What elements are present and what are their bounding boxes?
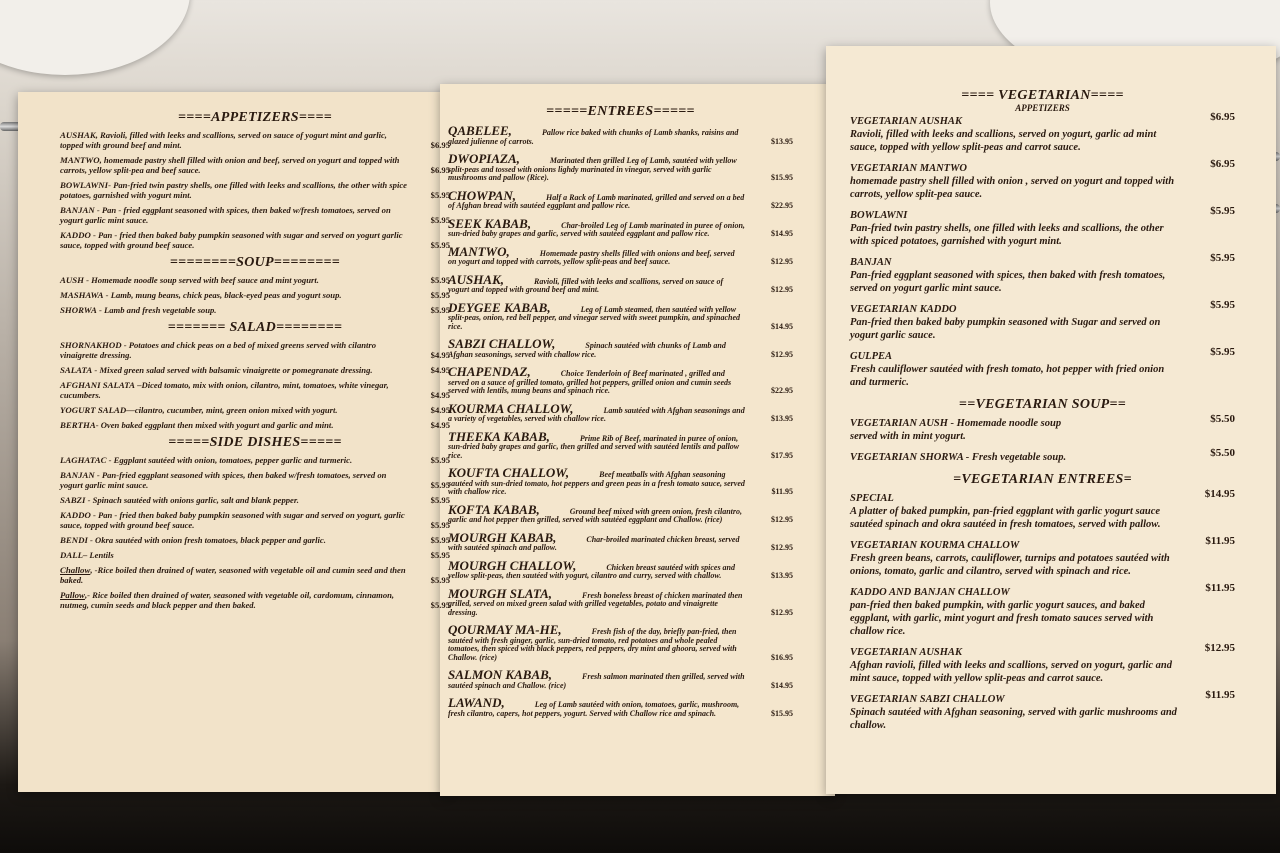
- section-title: ====APPETIZERS====: [177, 110, 332, 125]
- item-name: VEGETARIAN SABZI CHALLOW: [850, 694, 1005, 705]
- item-price: $5.95: [430, 535, 450, 545]
- item-name: SHORWA: [60, 305, 97, 315]
- item-description: —cilantro, cucumber, mint, green onion mixed with yogurt.: [126, 405, 338, 415]
- menu-item: [448, 559, 793, 581]
- item-description: –Diced tomato, mix with onion, cilantro, mint, tomatoes, white vinegar, cucumbers.: [60, 380, 389, 400]
- item-name: VEGETARIAN KADDO: [850, 304, 957, 315]
- item-name: AUSHAK,: [448, 271, 504, 287]
- section-subtitle: APPETIZERS: [1015, 103, 1070, 113]
- section-title: =VEGETARIAN ENTREES=: [953, 472, 1132, 487]
- item-description: served with in mint yogurt.: [850, 431, 966, 442]
- menu-item: [60, 155, 450, 175]
- item-name: DEYGEE KABAB,: [448, 299, 551, 315]
- item-price: $5.95: [430, 275, 450, 285]
- item-price: $11.95: [1205, 689, 1235, 701]
- item-description: Homemade pastry shells filled with onions and beef, served on yogurt and topped with carrots, yellow split-peas and beef sauce.: [448, 248, 735, 266]
- item-name: CHOWPAN,: [448, 187, 517, 203]
- item-description: Beef meatballs with Afghan seasoning sautéed with sun-dried tomato, hot peppers and green peas in a fresh tomato sauce, served with challow rice.: [448, 470, 745, 496]
- item-price: $5.95: [1210, 299, 1235, 311]
- item-name: VEGETARIAN AUSHAK: [850, 116, 962, 127]
- item-description: , -Rice boiled then drained of water, seasoned with vegetable oil and cumin seed and then baked.: [60, 565, 406, 585]
- item-name: THEEKA KABAB,: [448, 428, 550, 444]
- item-price: $5.95: [1210, 346, 1235, 358]
- menu-item: [850, 111, 1235, 154]
- item-description: Half a Rack of Lamb marinated, grilled and served on a bed of Afghan bread with sautéed eggplant and pallow rice.: [448, 192, 745, 210]
- item-description: Leg of Lamb sautéed with onion, tomatoes, garlic, mushroom, fresh cilantro, capers, hot peppers, yogurt. Served with Challow rice and spinach.: [448, 700, 740, 718]
- menu-item: [60, 495, 450, 505]
- item-description: Fresh fish of the day, briefly pan-fried, then sautéed with fresh ginger, garlic, sun-dried tomato, red potatoes and whole pealed tomatoes, then spiced with black peppers, red peppers, dry mint and ghoora, served with Challow. (rice): [448, 627, 737, 662]
- item-price: $5.95: [430, 495, 450, 505]
- item-price: $14.95: [771, 321, 793, 331]
- item-description: - Oven baked eggplant then mixed with yogurt and garlic and mint.: [95, 420, 334, 430]
- item-name: KADDO AND BANJAN CHALLOW: [850, 587, 1010, 598]
- menu-item: [850, 299, 1235, 342]
- item-price: $14.95: [771, 229, 793, 238]
- item-description: - Eggplant sautéed with onion, tomatoes, pepper garlic and turmeric.: [106, 455, 353, 465]
- item-name: CHAPENDAZ,: [448, 364, 531, 379]
- item-name: SHORNAKHOD: [60, 340, 122, 350]
- item-name: KADDO: [60, 510, 91, 520]
- item-price: $11.95: [771, 487, 793, 496]
- item-price: $5.95: [430, 600, 450, 610]
- item-name: VEGETARIAN MANTWO: [850, 163, 967, 174]
- item-description: - Lamb, mung beans, chick peas, black-eyed peas and yogurt soup.: [103, 290, 342, 300]
- item-name: BERTHA: [60, 420, 96, 430]
- item-name: AFGHANI SALATA: [60, 380, 136, 390]
- menu-item: [448, 587, 793, 618]
- menu-item: [60, 275, 450, 285]
- menu-item: [60, 205, 450, 225]
- menu-item: [60, 590, 450, 610]
- menu-item: [60, 455, 450, 465]
- item-name: AUSH: [60, 275, 84, 285]
- item-price: $5.95: [430, 575, 450, 585]
- item-name: SPECIAL: [850, 493, 894, 504]
- item-name: BANJAN: [850, 257, 892, 268]
- menu-item: [448, 365, 793, 396]
- item-name: MOURGH CHALLOW,: [448, 557, 577, 573]
- item-description: - Pan-fried eggplant seasoned with spices, then baked w/fresh tomatoes, served on yogurt garlic mint sauce.: [60, 470, 387, 490]
- item-price: $17.95: [771, 450, 793, 460]
- item-name: LAWAND,: [448, 695, 505, 710]
- item-name: KOUFTA CHALLOW,: [448, 465, 570, 480]
- item-name: AUSHAK: [60, 130, 96, 140]
- item-name: SEEK KABAB,: [448, 215, 532, 231]
- menu-item: [448, 301, 793, 332]
- menu-item: [448, 217, 793, 239]
- item-name: VEGETARIAN AUSH - Homemade noodle soup: [850, 418, 1062, 429]
- menu-item: [850, 582, 1235, 638]
- item-name: SABZI: [60, 495, 86, 505]
- menu-section: [60, 110, 450, 250]
- item-name: DWOPIAZA,: [448, 151, 520, 166]
- menu-item: [60, 365, 450, 375]
- menu-item: [60, 305, 450, 315]
- item-price: $6.95: [1210, 158, 1235, 170]
- section-title: =====SIDE DISHES=====: [168, 435, 342, 450]
- menu-column-left: [60, 106, 450, 615]
- menu-item: [60, 180, 450, 200]
- item-name: SALMON KABAB,: [448, 667, 553, 682]
- item-price: $15.95: [771, 708, 793, 718]
- item-price: $4.95: [430, 405, 450, 415]
- item-price: $5.95: [430, 190, 450, 200]
- menu-section: [850, 472, 1235, 732]
- item-name: BOWLAWNI: [850, 210, 908, 221]
- item-price: $5.50: [1210, 447, 1235, 459]
- item-description: pan-fried then baked pumpkin, with garlic yogurt sauces, and baked eggplant, with garlic, mint yogurt and fresh tomato sauces served with challow rice.: [850, 600, 1154, 637]
- item-description: - Pan - fried eggplant seasoned with spices, then baked w/fresh tomatoes, served on yogurt garlic mint sauce.: [60, 205, 391, 225]
- item-description: - Potatoes and chick peas on a bed of mixed greens served with cilantro vinaigrette dressing.: [60, 340, 377, 360]
- section-title: ==VEGETARIAN SOUP==: [958, 397, 1127, 412]
- item-description: - Mixed green salad served with balsamic vinaigrette or pomegranate dressing.: [92, 365, 373, 375]
- item-name: KADDO: [60, 230, 91, 240]
- menu-item: [60, 470, 450, 490]
- item-description: , homemade pastry shell filled with onion and beef, served on yogurt and topped with carrots, yellow split-pea and beef sauce.: [60, 155, 400, 175]
- item-description: Spinach sautéed with chunks of Lamb and Afghan seasonings, served with challow rice.: [448, 341, 726, 359]
- section-title: ========SOUP========: [169, 255, 341, 270]
- menu-section: [850, 397, 1235, 464]
- item-name: LAGHATAC: [60, 455, 107, 465]
- item-description: Chicken breast sautéed with spices and yellow split-peas, then sautéed with yogurt, cilantro and curry, served with challow.: [448, 562, 736, 580]
- item-price: $5.95: [1210, 252, 1235, 264]
- item-name: MASHAWA: [60, 290, 104, 300]
- item-price: $14.95: [1204, 488, 1235, 500]
- item-name: YOGURT SALAD: [60, 405, 127, 415]
- item-price: $5.95: [430, 520, 450, 530]
- item-price: $5.95: [430, 480, 450, 490]
- item-price: $15.95: [771, 173, 793, 182]
- item-description: Marinated then grilled Leg of Lamb, sautéed with yellow split-peas and tossed with onions lighdy marinated in vinegar, served with garlic mushrooms and pallow (Rice).: [448, 156, 737, 182]
- item-description: homemade pastry shell filled with onion , served on yogurt and topped with carrots, yellow split-pea sauce.: [850, 176, 1175, 200]
- item-name: VEGETARIAN AUSHAK: [850, 647, 962, 658]
- item-description: Pallow rice baked with chunks of Lamb shanks, raisins and glazed julienne of carrots.: [448, 128, 739, 146]
- item-description: Pan-fried eggplant seasoned with spices, then baked with fresh tomatoes, served on yogurt garlic mint sauce.: [850, 270, 1166, 294]
- menu-item: [850, 642, 1235, 685]
- item-name: QOURMAY MA-HE,: [448, 622, 562, 637]
- item-description: ,- Rice boiled then drained of water, seasoned with vegetable oil, cardomum, cinnamon, nutmeg, cumin seeds and black pepper and then baked.: [60, 590, 395, 610]
- menu-item: [850, 535, 1235, 578]
- item-price: $4.95: [430, 350, 450, 360]
- item-name: VEGETARIAN KOURMA CHALLOW: [850, 540, 1020, 551]
- item-price: $14.95: [771, 680, 793, 690]
- item-price: $5.95: [430, 550, 450, 560]
- item-description: - Spinach sautéed with onions garlic, salt and blank pepper.: [85, 495, 299, 505]
- item-description: Leg of Lamb steamed, then sautéed with yellow split-peas, onion, red bell pepper, and vinegar served with sweet pumpkin, and spinached rice.: [448, 304, 741, 331]
- item-price: $5.95: [430, 455, 450, 465]
- item-description: - Pan - fried then baked baby pumpkin seasoned with sugar and served on yogurt, garlic sauce, topped with ground beef sauce.: [60, 510, 405, 530]
- item-description: Char-broiled Leg of Lamb marinated in puree of onion, sun-dried baby grapes and garlic, served with sautéed eggplant and pallow rice.: [448, 220, 745, 238]
- item-price: $5.95: [430, 240, 450, 250]
- menu-item: [448, 189, 793, 211]
- item-description: Afghan ravioli, filled with leeks and scallions, served on yogurt, garlic and mint sauce, topped with yellow split-peas and carrot sauce.: [850, 660, 1173, 684]
- item-price: $12.95: [771, 285, 793, 294]
- menu-item: [850, 689, 1235, 732]
- menu-item: [448, 696, 793, 718]
- item-description: Prime Rib of Beef, marinated in puree of onion, sun-dried baby grapes and garlic, then grilled and served with sautéed lentils and pallow rice.: [448, 433, 740, 460]
- item-price: $5.50: [1210, 413, 1235, 425]
- item-name: BANJAN: [60, 470, 95, 480]
- item-price: $13.95: [771, 136, 793, 146]
- item-description: Fresh boneless breast of chicken marinated then grilled, served on mixed green salad with grilled vegetables, potato and vinaigrette dressing.: [448, 590, 743, 617]
- item-price: $6.95: [430, 140, 450, 150]
- item-name: QABELEE,: [448, 123, 512, 138]
- item-price: $6.95: [1210, 111, 1235, 123]
- menu-item: [448, 503, 793, 525]
- item-description: - Pan - fried then baked baby pumpkin seasoned with sugar and served on yogurt garlic sauce, topped with ground beef sauce.: [60, 230, 403, 250]
- menu-item: [60, 340, 450, 360]
- item-description: - Pan-fried twin pastry shells, one filled with leeks and scallions, the other with spice potatoes, garnished with yogurt mint.: [60, 180, 407, 200]
- item-name: BOWLAWNI: [60, 180, 109, 190]
- menu-item: [448, 668, 793, 690]
- menu-item: [60, 510, 450, 530]
- item-price: $13.95: [771, 414, 793, 423]
- item-description: Fresh green beans, carrots, cauliflower, turnips and potatoes sautéed with onions, tomato, garlic and cilantro, served with spinach and rice.: [850, 553, 1170, 577]
- menu-item: [448, 337, 793, 359]
- item-name: SALATA: [60, 365, 93, 375]
- menu-item: [850, 158, 1235, 201]
- section-title: ======= SALAD========: [167, 320, 343, 335]
- menu-item: [60, 130, 450, 150]
- menu-item: [60, 550, 450, 560]
- item-name: DALL: [60, 550, 83, 560]
- item-description: - Okra sautéed with onion fresh tomatoes, black pepper and garlic.: [87, 535, 326, 545]
- menu-item: [850, 488, 1235, 531]
- item-description: Ravioli, filled with leeks and scallions, served on yogurt, garlic ad mint sauce, topped with yellow split-peas and carrot sauce.: [850, 129, 1157, 153]
- menu-item: [448, 466, 793, 497]
- item-price: $11.95: [1205, 535, 1235, 547]
- menu-item: [448, 430, 793, 461]
- item-description: Choice Tenderloin of Beef marinated , grilled and served on a sauce of grilled tomato, grilled hot peppers, grilled onion and cumin seeds served with lentils, mung beans and spinach rice.: [448, 369, 732, 395]
- menu-item: [448, 245, 793, 267]
- item-name: KOFTA KABAB,: [448, 501, 540, 517]
- item-price: $12.95: [771, 515, 793, 524]
- item-description: Pan-fried twin pastry shells, one filled with leeks and scallions, the other with spiced potatoes, garnished with yogurt mint.: [850, 223, 1164, 247]
- item-name: VEGETARIAN SHORWA - Fresh vegetable soup.: [850, 452, 1067, 463]
- menu-section: [60, 435, 450, 610]
- item-description: Fresh cauliflower sautéed with fresh tomato, hot pepper with fried onion and turmeric.: [850, 364, 1165, 388]
- item-name: MANTWO: [60, 155, 100, 165]
- menu-section: [60, 320, 450, 430]
- item-name: MANTWO,: [448, 243, 510, 259]
- item-description: - Homemade noodle soup served with beef sauce and mint yogurt.: [83, 275, 319, 285]
- menu-item: [60, 230, 450, 250]
- item-price: $22.95: [771, 201, 793, 210]
- item-price: $12.95: [1204, 642, 1235, 654]
- item-price: $4.95: [430, 420, 450, 430]
- section-title: =====ENTREES=====: [546, 104, 695, 119]
- item-price: $5.95: [430, 305, 450, 315]
- menu-item: [448, 273, 793, 295]
- item-price: $11.95: [1205, 582, 1235, 594]
- item-description: Fresh salmon marinated then grilled, served with sautéed spinach and Challow. (rice): [448, 672, 745, 690]
- item-description: Pan-fried then baked baby pumpkin seasoned with Sugar and served on yogurt garlic sauce.: [850, 317, 1161, 341]
- menu-item: [850, 346, 1235, 389]
- item-name: SABZI CHALLOW,: [448, 336, 556, 351]
- menu-item: [60, 405, 450, 415]
- menu-section: [60, 255, 450, 315]
- menu-section: [448, 104, 793, 718]
- menu-item: [448, 402, 793, 424]
- item-name: GULPEA: [850, 351, 892, 362]
- item-description: Lamb sautéed with Afghan seasonings and a variety of vegetables, served with challow rice.: [448, 405, 745, 423]
- item-name: Pallow: [60, 590, 85, 600]
- menu-item: [850, 447, 1235, 464]
- menu-item: [60, 565, 450, 585]
- item-price: $13.95: [771, 571, 793, 580]
- menu-item: [850, 205, 1235, 248]
- item-price: $12.95: [771, 607, 793, 617]
- item-description: - Lamb and fresh vegetable soup.: [96, 305, 217, 315]
- item-name: MOURGH SLATA,: [448, 585, 553, 601]
- item-description: A platter of baked pumpkin, pan-fried eggplant with garlic yogurt sauce sautéed spinach and okra sautéed in fresh tomatoes, served with pallow.: [850, 506, 1161, 530]
- item-price: $12.95: [771, 543, 793, 552]
- plate-left: [0, 0, 190, 75]
- item-price: $4.95: [430, 365, 450, 375]
- item-name: Challow: [60, 565, 91, 575]
- menu-column-vegetarian: [850, 84, 1235, 740]
- menu-item: [448, 531, 793, 553]
- item-price: $12.95: [771, 257, 793, 266]
- menu-item: [448, 152, 793, 183]
- item-price: $16.95: [771, 652, 793, 662]
- item-description: Ground beef mixed with green onion, fresh cilantro, garlic and hot pepper then grilled, served with sautéed eggplant and Challow. (rice): [448, 506, 743, 524]
- menu-item: [60, 535, 450, 545]
- menu-section: [850, 88, 1235, 389]
- item-description: , Ravioli, filled with leeks and scallions, served on sauce of yogurt mint and garlic, topped with ground beef and mint.: [60, 130, 387, 150]
- item-description: Ravioli, filled with leeks and scallions, served on sauce of yogurt and topped with ground beef and mint.: [448, 276, 724, 294]
- item-name: MOURGH KABAB,: [448, 529, 557, 545]
- menu-item: [448, 124, 793, 146]
- menu-column-entrees: [448, 100, 793, 724]
- menu-item: [60, 380, 450, 400]
- item-price: $6.95: [430, 165, 450, 175]
- item-price: $22.95: [771, 386, 793, 395]
- item-price: $12.95: [771, 349, 793, 359]
- menu-item: [60, 290, 450, 300]
- item-price: $5.95: [430, 290, 450, 300]
- item-description: Spinach sautéed with Afghan seasoning, served with garlic mushrooms and challow.: [850, 707, 1177, 731]
- menu-item: [850, 413, 1235, 443]
- menu-item: [850, 252, 1235, 295]
- menu-item: [448, 623, 793, 662]
- item-name: BANJAN: [60, 205, 95, 215]
- item-description: Char-broiled marinated chicken breast, served with sautéed spinach and pallow.: [448, 534, 740, 552]
- item-name: KOURMA CHALLOW,: [448, 400, 574, 416]
- item-name: BENDI: [60, 535, 88, 545]
- section-title: ==== VEGETARIAN====: [961, 88, 1124, 103]
- item-price: $5.95: [1210, 205, 1235, 217]
- item-description: – Lentils: [82, 550, 114, 560]
- menu-item: [60, 420, 450, 430]
- item-price: $5.95: [430, 215, 450, 225]
- item-price: $4.95: [430, 390, 450, 400]
